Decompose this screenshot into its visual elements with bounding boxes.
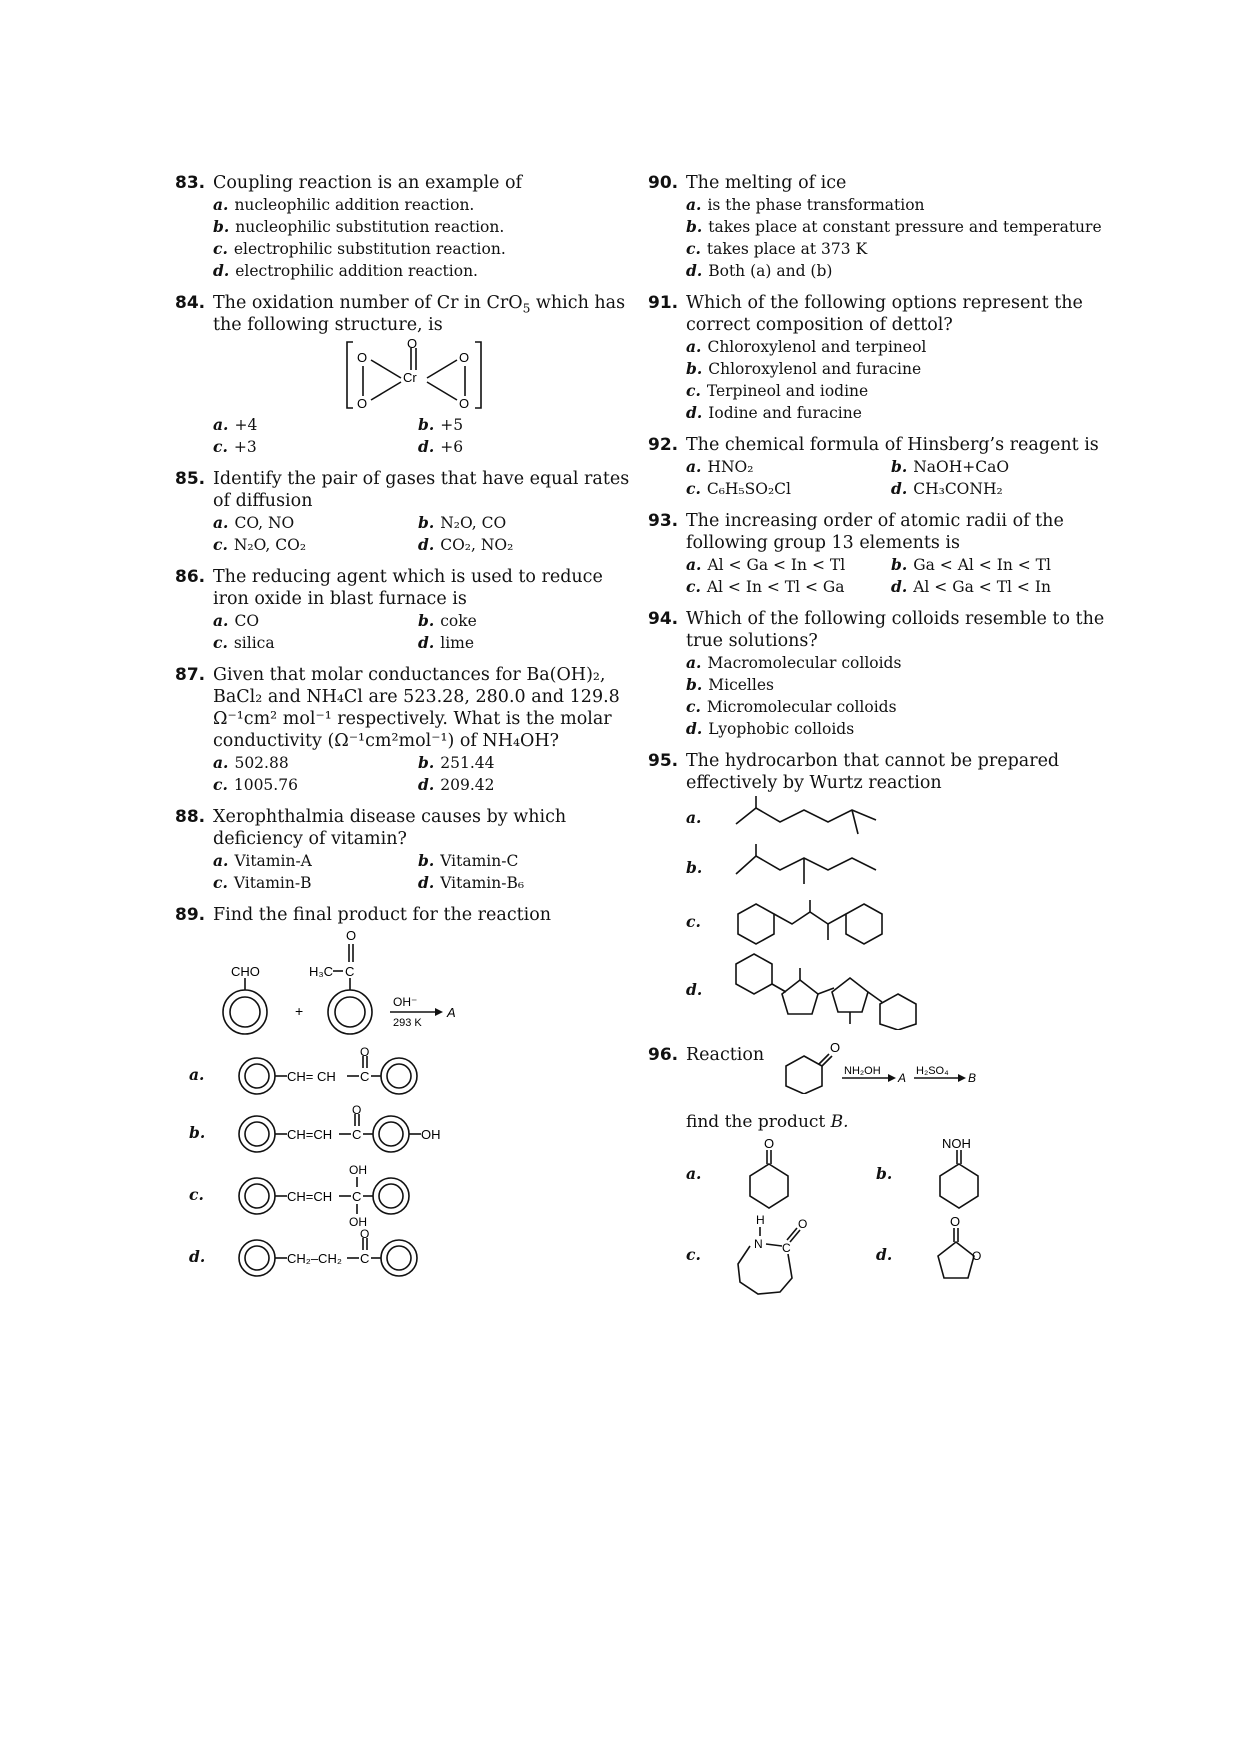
question-90 [648,172,1118,282]
structure [916,1136,1016,1212]
right-column [648,172,1118,1308]
option-d[interactable]: d. 209.42 [418,775,495,794]
structure [726,842,926,894]
option-a[interactable]: a. Macromolecular colloids [686,653,902,672]
svg-text:NH₂OH: NH₂OH [844,1065,881,1077]
option-b[interactable]: b. coke [418,611,477,630]
question-number: 87. [175,665,206,685]
option-c[interactable]: c. Micromolecular colloids [686,697,897,716]
option-a[interactable]: a. Al < Ga < In < Tl [686,555,846,574]
question-88 [175,806,635,894]
structure [726,1136,826,1212]
option-b[interactable]: b. N₂O, CO [418,513,507,532]
svg-text:CH₂–CH₂: CH₂–CH₂ [287,1251,342,1266]
question-number: 89. [175,905,206,925]
option-c[interactable]: c. +3 [213,437,257,456]
option-letter: c. [213,239,228,258]
option-a[interactable] [213,194,635,216]
question-text: The increasing order of atomic radii of the following group 13 elements is [686,511,1064,553]
svg-text:293 K: 293 K [393,1017,422,1029]
question-text: The oxidation number of Cr in CrO$_5$ which has the following structure, is [213,293,626,335]
option-text: electrophilic substitution reaction. [233,240,506,258]
option-c[interactable]: c. 1005.76 [213,775,298,794]
svg-text:CH=CH: CH=CH [287,1127,333,1142]
question-94 [648,608,1118,740]
structure [726,794,926,842]
question-number: 86. [175,567,206,587]
svg-text:B: B [968,1071,977,1085]
option-d[interactable]: d. Vitamin-B₆ [418,873,525,892]
atom-label: O [357,396,368,411]
question-text: The reducing agent which is used to reduce iron oxide in blast furnace is [213,567,603,609]
options [686,336,1118,424]
svg-text:CH= CH: CH= CH [287,1069,336,1084]
option-b[interactable]: b. Chloroxylenol and furacine [686,359,922,378]
option-a[interactable]: a. is the phase transformation [686,195,925,214]
question-number: 96. [648,1045,679,1065]
question-number: 91. [648,293,679,313]
question-91 [648,292,1118,424]
question-number: 93. [648,511,679,531]
svg-text:C: C [360,1251,370,1266]
question-number: 88. [175,807,206,827]
structure [229,1162,559,1228]
option-b[interactable]: b. Micelles [686,675,774,694]
svg-text:O: O [798,1217,808,1231]
option-letter: b. [213,217,230,236]
svg-text:O: O [346,928,357,943]
left-column [175,172,635,1296]
option-a[interactable]: a. CO [213,611,260,630]
reaction-scheme [768,1034,1068,1094]
option-c[interactable] [213,238,635,260]
option-text: electrophilic addition reaction. [235,262,478,280]
svg-text:H₃C: H₃C [309,964,334,979]
option-c[interactable]: c. H N C O [686,1212,876,1298]
option-a[interactable]: a. +4 [213,415,258,434]
svg-text:H₂SO₄: H₂SO₄ [916,1065,949,1077]
svg-text:O: O [764,1136,775,1151]
svg-text:CH=CH: CH=CH [287,1189,333,1204]
option-d[interactable]: d. Both (a) and (b) [686,261,833,280]
atom-label: O [407,336,418,351]
atom-label: O [459,396,470,411]
option-c[interactable]: c. N₂O, CO₂ [213,535,307,554]
question-number: 95. [648,751,679,771]
question-text: Identify the pair of gases that have equal rates of diffusion [213,469,630,511]
option-c[interactable]: c. C₆H₅SO₂Cl [686,479,792,498]
svg-text:OH⁻: OH⁻ [393,995,418,1009]
question-86 [175,566,635,654]
option-c[interactable]: c. OH CH=CH C OH [189,1162,635,1228]
option-c[interactable]: c. takes place at 373 K [686,239,868,258]
options [189,1046,635,1286]
option-c[interactable]: c. silica [213,633,275,652]
option-d[interactable]: d. CH₃CONH₂ [891,479,1003,498]
structure [726,950,946,1030]
svg-text:H: H [756,1213,765,1227]
option-d[interactable] [213,260,635,282]
options [213,512,635,556]
question-89 [175,904,635,1286]
option-d[interactable]: d. lime [418,633,475,652]
question-text: Find the final product for the reaction [213,905,552,925]
option-a[interactable]: a. 502.88 [213,753,289,772]
question-85 [175,468,635,556]
svg-text:A: A [898,1071,907,1085]
svg-text:N: N [754,1237,763,1251]
svg-text:OH: OH [421,1127,441,1142]
option-c[interactable]: c. Terpineol and iodine [686,381,869,400]
svg-text:O: O [352,1104,362,1117]
question-84 [175,292,635,458]
question-text: Xerophthalmia disease causes by which deficiency of vitamin? [213,807,567,849]
atom-label: O [357,350,368,365]
question-text: The hydrocarbon that cannot be prepared effectively by Wurtz reaction [686,751,1060,793]
options [686,194,1118,282]
svg-text:O: O [830,1040,841,1055]
option-text: nucleophilic addition reaction. [234,196,475,214]
option-a[interactable]: a. [686,794,1118,842]
svg-text:C: C [352,1189,362,1204]
options [213,414,635,458]
option-b[interactable]: b. NaOH+CaO [891,457,1010,476]
option-b[interactable] [213,216,635,238]
option-d[interactable]: d. CH₂–CH₂ C O [189,1228,635,1286]
option-b[interactable]: b. 251.44 [418,753,495,772]
structure [229,1228,559,1286]
atom-label: O [459,350,470,365]
structure [726,1212,836,1298]
options [686,1136,1118,1298]
svg-text:+: + [295,1003,304,1019]
question-83 [175,172,635,282]
options [686,652,1118,740]
option-b[interactable]: b. Vitamin-C [418,851,519,870]
question-text: The chemical formula of Hinsberg’s reagent is [686,435,1099,455]
structure [229,1104,559,1162]
svg-text:A: A [447,1005,456,1020]
option-a[interactable]: a. O [686,1136,876,1212]
svg-text:C: C [360,1069,370,1084]
option-a[interactable]: a. Vitamin-A [213,851,312,870]
find-product-text: find the product B. [686,1112,849,1132]
option-d[interactable]: d. CO₂, NO₂ [418,535,514,554]
option-b[interactable]: b. CH=CH C O OH [189,1104,635,1162]
option-c[interactable]: c. [686,894,1118,950]
svg-text:C: C [352,1127,362,1142]
svg-text:OH: OH [349,1215,367,1228]
question-text: Given that molar conductances for Ba(OH)₂, BaCl₂ and NH₄Cl are 523.28, 280.0 and 129.8 Ω⁻¹cm² mol⁻¹ respectively. What is the molar conductivity (Ω⁻¹cm²mol⁻¹) of NH₄OH? [213,665,620,751]
question-number: 84. [175,293,206,313]
option-letter: d. [213,261,230,280]
option-a[interactable]: a. HNO₂ [686,457,754,476]
question-number: 90. [648,173,679,193]
option-text: nucleophilic substitution reaction. [235,218,505,236]
option-c[interactable]: c. Vitamin-B [213,873,312,892]
option-letter: a. [213,195,229,214]
option-d[interactable]: d. Lyophobic colloids [686,719,855,738]
options [686,794,1118,1030]
structure [229,1046,559,1104]
cro5-structure [213,336,633,414]
question-number: 92. [648,435,679,455]
option-a[interactable]: a. CO, NO [213,513,295,532]
question-number: 85. [175,469,206,489]
svg-text:O: O [360,1046,370,1059]
svg-text:C: C [345,964,355,979]
reaction-scheme [195,926,615,1046]
option-d[interactable]: d. Al < Ga < Tl < In [891,577,1051,596]
question-text: The melting of ice [686,173,847,193]
svg-text:O: O [972,1249,982,1263]
option-b[interactable]: b. takes place at constant pressure and temperature [686,217,1102,236]
svg-text:NOH: NOH [942,1136,971,1151]
option-b[interactable]: b. NOH [876,1136,1118,1212]
question-number: 94. [648,609,679,629]
structure [726,894,926,950]
option-d[interactable]: d. [686,950,1118,1030]
question-92 [648,434,1118,500]
question-text: Which of the following colloids resemble to the true solutions? [686,609,1105,651]
svg-text:CHO: CHO [231,964,260,979]
svg-text:C: C [782,1241,791,1255]
options [686,456,1118,500]
option-d[interactable]: d. O O [876,1212,1118,1298]
svg-text:O: O [360,1228,370,1241]
option-d[interactable]: d. Iodine and furacine [686,403,862,422]
question-text: Reaction [686,1045,765,1065]
structure [916,1212,1016,1298]
option-c[interactable]: c. Al < In < Tl < Ga [686,577,845,596]
svg-text:O: O [950,1214,961,1229]
question-93 [648,510,1118,598]
option-d[interactable]: d. +6 [418,437,464,456]
question-96 [648,1040,1118,1298]
option-b[interactable]: b. +5 [418,415,464,434]
option-a[interactable]: a. CH= CH C O [189,1046,635,1104]
options [686,554,1118,598]
options [213,194,635,282]
option-b[interactable]: b. [686,842,1118,894]
options [213,752,635,796]
question-text: Which of the following options represent the correct composition of dettol? [686,293,1083,335]
option-a[interactable]: a. Chloroxylenol and terpineol [686,337,927,356]
option-b[interactable]: b. Ga < Al < In < Tl [891,555,1051,574]
question-number: 83. [175,173,206,193]
options [213,850,635,894]
question-95 [648,750,1118,1030]
svg-text:OH: OH [349,1163,367,1177]
question-87 [175,664,635,796]
question-text: Coupling reaction is an example of [213,173,522,193]
options [213,610,635,654]
atom-label: Cr [403,370,417,385]
